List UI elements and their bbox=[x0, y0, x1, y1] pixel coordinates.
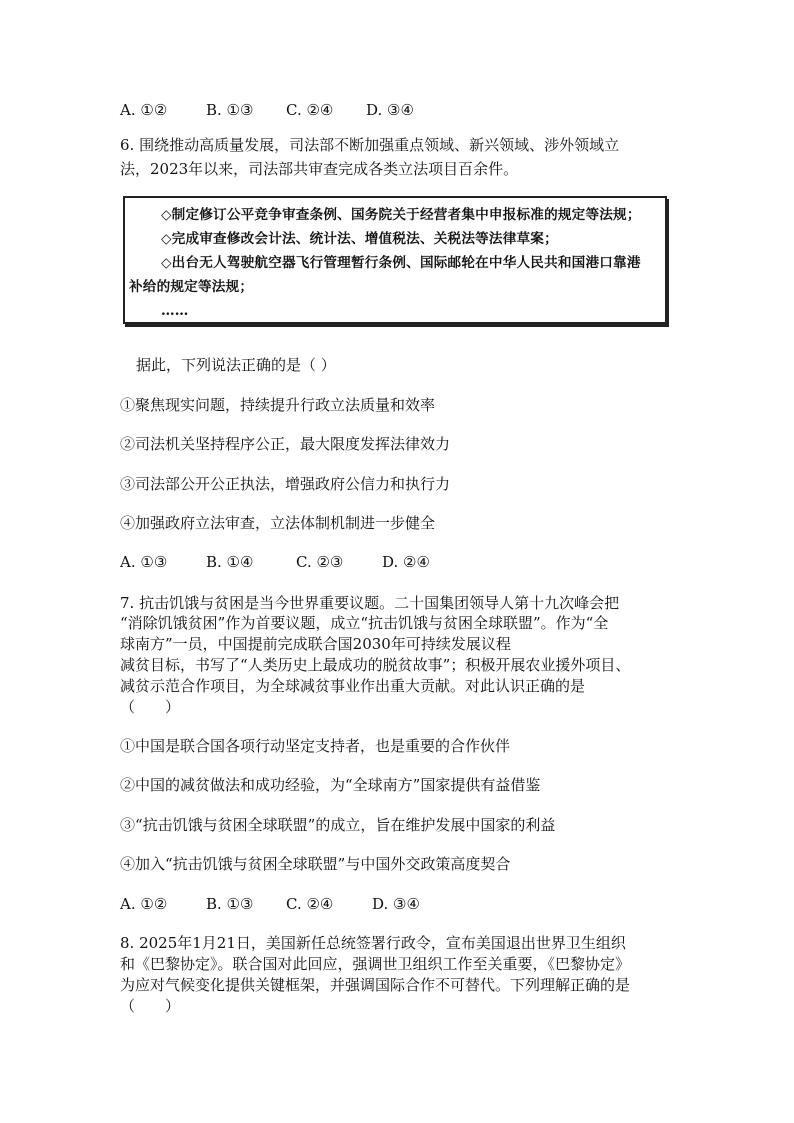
q6-item-2: ②司法机关坚持程序公正，最大限度发挥法律效力 bbox=[120, 435, 451, 453]
q6-box-line-1: ◇制定修订公平竞争审查条例、国务院关于经营者集中申报标准的规定等法规； bbox=[161, 207, 641, 223]
q6-material-box bbox=[123, 196, 667, 324]
q7-stem-line-2: “消除饥饿贫困”作为首要议题，成立“抗击饥饿与贫困全球联盟”。作为“全 bbox=[120, 614, 609, 632]
q8-stem-line-1: 8. 2025年1月21日，美国新任总统签署行政令，宣布美国退出世界卫生组织 bbox=[120, 934, 626, 952]
q7-option-c: C. ②④ bbox=[286, 895, 334, 913]
q6-stem-line-2: 法，2023年以来，司法部共审查完成各类立法项目百余件。 bbox=[120, 160, 519, 178]
q8-stem-line-3: 为应对气候变化提供关键框架，并强调国际合作不可替代。下列理解正确的是 bbox=[120, 976, 631, 994]
q7-stem-line-1: 7. 抗击饥饿与贫困是当今世界重要议题。二十国集团领导人第十九次峰会把 bbox=[120, 594, 620, 612]
q7-option-d: D. ③④ bbox=[372, 895, 420, 913]
q6-item-1: ①聚焦现实问题，持续提升行政立法质量和效率 bbox=[120, 396, 436, 414]
q7-item-4: ④加入“抗击饥饿与贫困全球联盟”与中国外交政策高度契合 bbox=[120, 855, 511, 873]
q5-options bbox=[120, 100, 414, 120]
q5-option-b: B. ①③ bbox=[206, 101, 254, 119]
q5-option-c: C. ②④ bbox=[286, 101, 334, 119]
q6-box-line-3: ◇出台无人驾驶航空器飞行管理暂行条例、国际邮轮在中华人民共和国港口靠港 bbox=[161, 255, 641, 271]
q6-item-3: ③司法部公开公正执法，增强政府公信力和执行力 bbox=[120, 475, 451, 493]
q7-stem-line-5: 减贫示范合作项目，为全球减贫事业作出重大贡献。对此认识正确的是 bbox=[120, 677, 586, 695]
q7-option-a: A. ①② bbox=[120, 895, 168, 913]
q6-prompt: 据此，下列说法正确的是（ ） bbox=[136, 356, 336, 374]
q6-option-c: C. ②③ bbox=[296, 553, 344, 571]
q6-option-b: B. ①④ bbox=[206, 553, 254, 571]
q8-stem-line-4: （ ） bbox=[120, 997, 181, 1015]
q6-box-line-5: …… bbox=[161, 303, 189, 319]
q6-item-4: ④加强政府立法审查，立法体制机制进一步健全 bbox=[120, 514, 436, 532]
q6-box-line-4: 补给的规定等法规； bbox=[129, 279, 254, 295]
q6-option-a: A. ①③ bbox=[120, 553, 168, 571]
q5-option-a: A. ①② bbox=[120, 101, 168, 119]
q7-options bbox=[120, 894, 420, 914]
q6-box-line-2: ◇完成审查修改会计法、统计法、增值税法、关税法等法律草案； bbox=[161, 231, 558, 247]
q7-stem-line-6: （ ） bbox=[120, 698, 181, 716]
q8-stem-line-2: 和《巴黎协定》。联合国对此回应，强调世卫组织工作至关重要，《巴黎协定》 bbox=[120, 955, 631, 973]
q5-option-d: D. ③④ bbox=[366, 101, 414, 119]
q6-options bbox=[120, 552, 430, 572]
q7-item-3: ③“抗击饥饿与贫困全球联盟”的成立，旨在维护发展中国家的利益 bbox=[120, 816, 556, 834]
q6-stem-line-1: 6. 围绕推动高质量发展，司法部不断加强重点领域、新兴领域、涉外领域立 bbox=[120, 136, 620, 154]
q6-option-d: D. ②④ bbox=[382, 553, 430, 571]
q7-stem-line-3: 球南方”一员，中国提前完成联合国2030年可持续发展议程 bbox=[120, 635, 511, 653]
q7-item-1: ①中国是联合国各项行动坚定支持者，也是重要的合作伙伴 bbox=[120, 737, 511, 755]
q7-item-2: ②中国的减贫做法和成功经验，为“全球南方”国家提供有益借鉴 bbox=[120, 776, 541, 794]
q7-stem-line-4: 减贫目标，书写了“人类历史上最成功的脱贫故事”；积极开展农业援外项目、 bbox=[120, 656, 631, 674]
q7-option-b: B. ①③ bbox=[206, 895, 254, 913]
